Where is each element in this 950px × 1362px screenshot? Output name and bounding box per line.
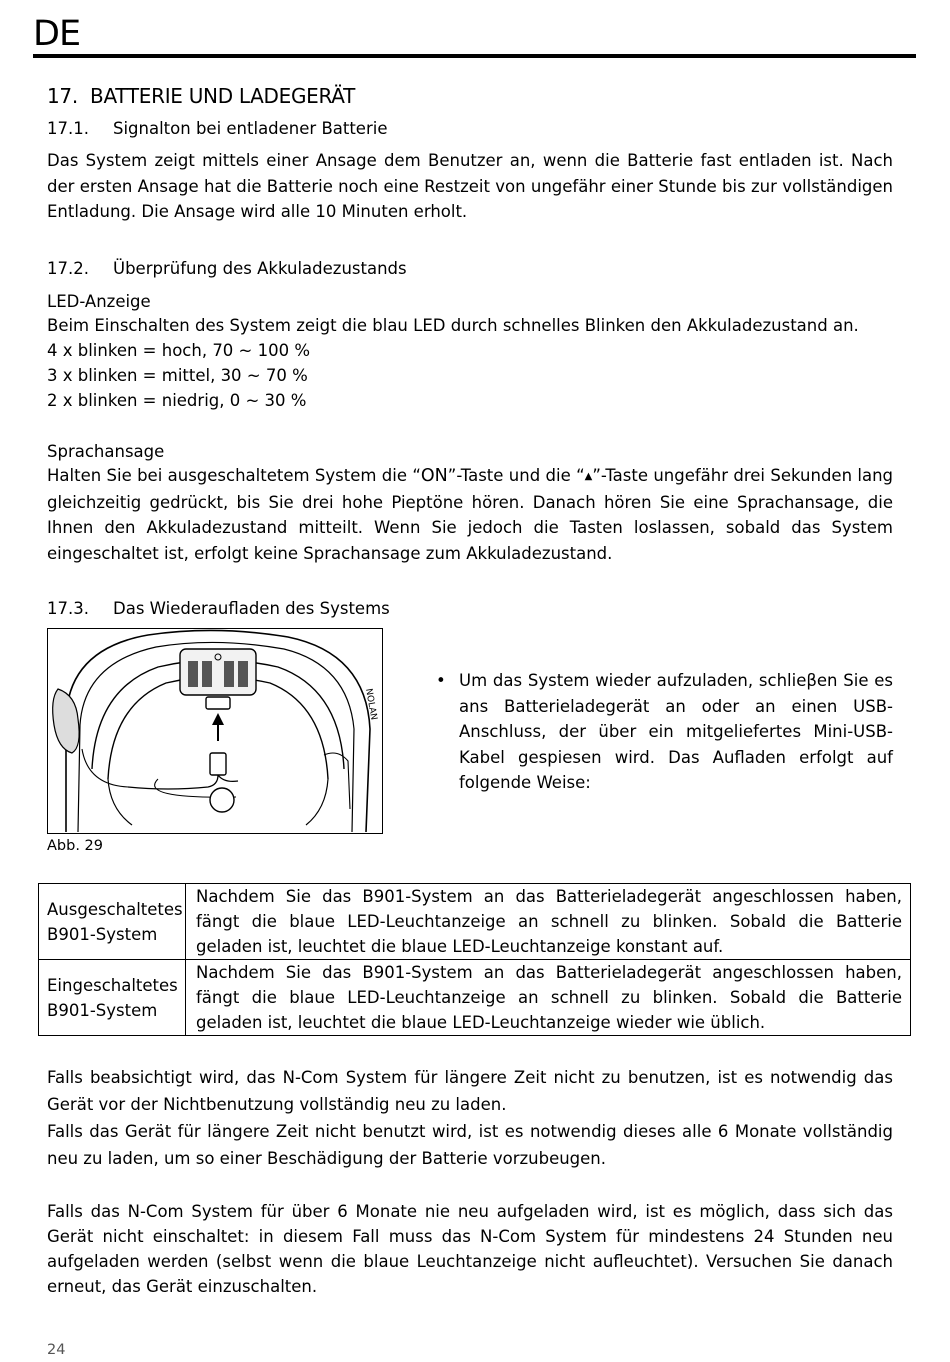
voice-text-part2: ”-Taste und die “ — [447, 466, 585, 485]
subsection-title: Das Wiederaufladen des Systems — [113, 599, 390, 618]
section-title: BATTERIE UND LADEGERÄT — [90, 84, 356, 108]
paragraph-long-term-3: Falls das N-Com System für über 6 Monate nie neu aufgeladen wird, ist es möglich, dass sich das Gerät nicht einschaltet: in diesem Fall muss das N-Com System für mindestens 24 Stunden neu aufgeladen werden (selbst wenn die blaue Leuchtanzeige nicht aufleuchtet). Versuchen Sie danach erneut, das Gerät einzuschalten. — [47, 1202, 893, 1296]
helmet-charging-figure — [47, 628, 383, 834]
page-number: 24 — [47, 1342, 66, 1358]
paragraph-voice-announcement — [47, 463, 893, 566]
bullet-dot-icon: • — [436, 671, 446, 690]
on-key-label: ON — [420, 466, 448, 486]
bullet-text: Um das System wieder aufzuladen, schlieβen Sie es ans Batterieladegerät an oder an einen USB-Anschluss, der über ein mitgeliefertes Mini-USB-Kabel gespiesen wird. Das Aufladen erfolgt auf folgende Weise: — [459, 671, 893, 792]
paragraph-long-term-2: Falls das Gerät für längere Zeit nicht benutzt wird, ist es notwendig dieses alle 6 Monate vollständig neu zu laden, um so einer Beschädigung der Batterie vorzubeugen. — [47, 1122, 893, 1168]
figure-caption: Abb. 29 — [47, 838, 103, 854]
charging-bullet — [436, 668, 893, 796]
state-label: Eingeschaltetes — [47, 975, 178, 995]
subsection-title: Überprüfung des Akkuladezustands — [113, 259, 407, 278]
subsection-number: 17.3. — [47, 599, 89, 618]
voice-text-part3: ”-Taste ungefähr drei Sekunden lang gleichzeitig gedrückt, bis Sie drei hohe Pieptöne hören. Danach hören Sie eine Sprachansage, die Ihnen den Akkuladezustand mitteilt. Wenn Sie jedoch die Tasten loslassen, sobald das System eingeschaltet ist, erfolgt keine Sprachansage zum Akkuladezustand. — [47, 466, 894, 563]
table-row — [39, 960, 911, 1036]
header-rule — [33, 54, 916, 58]
state-label: Ausgeschaltetes — [47, 899, 183, 919]
paragraph-long-term-1: Falls beabsichtigt wird, das N-Com System für längere Zeit nicht zu benutzen, ist es notwendig das Gerät vor der Nichtbenutzung vollständig neu zu laden. — [47, 1068, 893, 1114]
charging-table — [38, 883, 911, 1036]
subsection-number: 17.1. — [47, 119, 89, 138]
voice-text-part1: Halten Sie bei ausgeschaltetem System die “ — [47, 466, 421, 485]
subsection-heading-17-1 — [47, 118, 387, 140]
table-cell-description: Nachdem Sie das B901-System an das Batterieladegerät angeschlossen haben, fängt die blaue LED-Leuchtanzeige an schnell zu blinken. Sobald die Batterie geladen ist, leuchtet die blaue LED-Leuchtanzeige wieder wie üblich. — [186, 960, 911, 1036]
led-intro: Beim Einschalten des System zeigt die blau LED durch schnelles Blinken den Akkuladezustand an. — [47, 316, 859, 335]
section-number: 17. — [47, 84, 78, 108]
table-cell-state — [39, 884, 186, 960]
state-label: B901-System — [47, 924, 158, 944]
subsection-number: 17.2. — [47, 259, 89, 278]
table-cell-description: Nachdem Sie das B901-System an das Batterieladegerät angeschlossen haben, fängt die blaue LED-Leuchtanzeige an schnell zu blinken. Sobald die Batterie geladen ist, leuchtet die blaue LED-Leuchtanzeige konstant auf. — [186, 884, 911, 960]
section-heading — [47, 84, 355, 108]
led-level-medium: 3 x blinken = mittel, 30 ~ 70 % — [47, 366, 308, 385]
led-level-low: 2 x blinken = niedrig, 0 ~ 30 % — [47, 391, 307, 410]
subsection-title: Signalton bei entladener Batterie — [113, 119, 388, 138]
brand-text: NOLAN — [363, 687, 379, 721]
up-arrow-icon: ▲ — [584, 471, 593, 482]
led-heading: LED-Anzeige — [47, 292, 151, 311]
voice-heading: Sprachansage — [47, 442, 165, 461]
subsection-heading-17-2 — [47, 258, 407, 280]
led-level-high: 4 x blinken = hoch, 70 ~ 100 % — [47, 341, 311, 360]
table-cell-state — [39, 960, 186, 1036]
table-row — [39, 884, 911, 960]
paragraph-low-battery: Das System zeigt mittels einer Ansage dem Benutzer an, wenn die Batterie fast entladen ist. Nach der ersten Ansage hat die Batterie noch eine Restzeit von ungefähr einer Stunde bis zur vollständigen Entladung. Die Ansage wird alle 10 Minuten erholt. — [47, 151, 893, 221]
language-code: DE — [33, 14, 81, 54]
subsection-heading-17-3 — [47, 598, 390, 620]
state-label: B901-System — [47, 1000, 158, 1020]
helmet-illustration — [48, 629, 381, 832]
